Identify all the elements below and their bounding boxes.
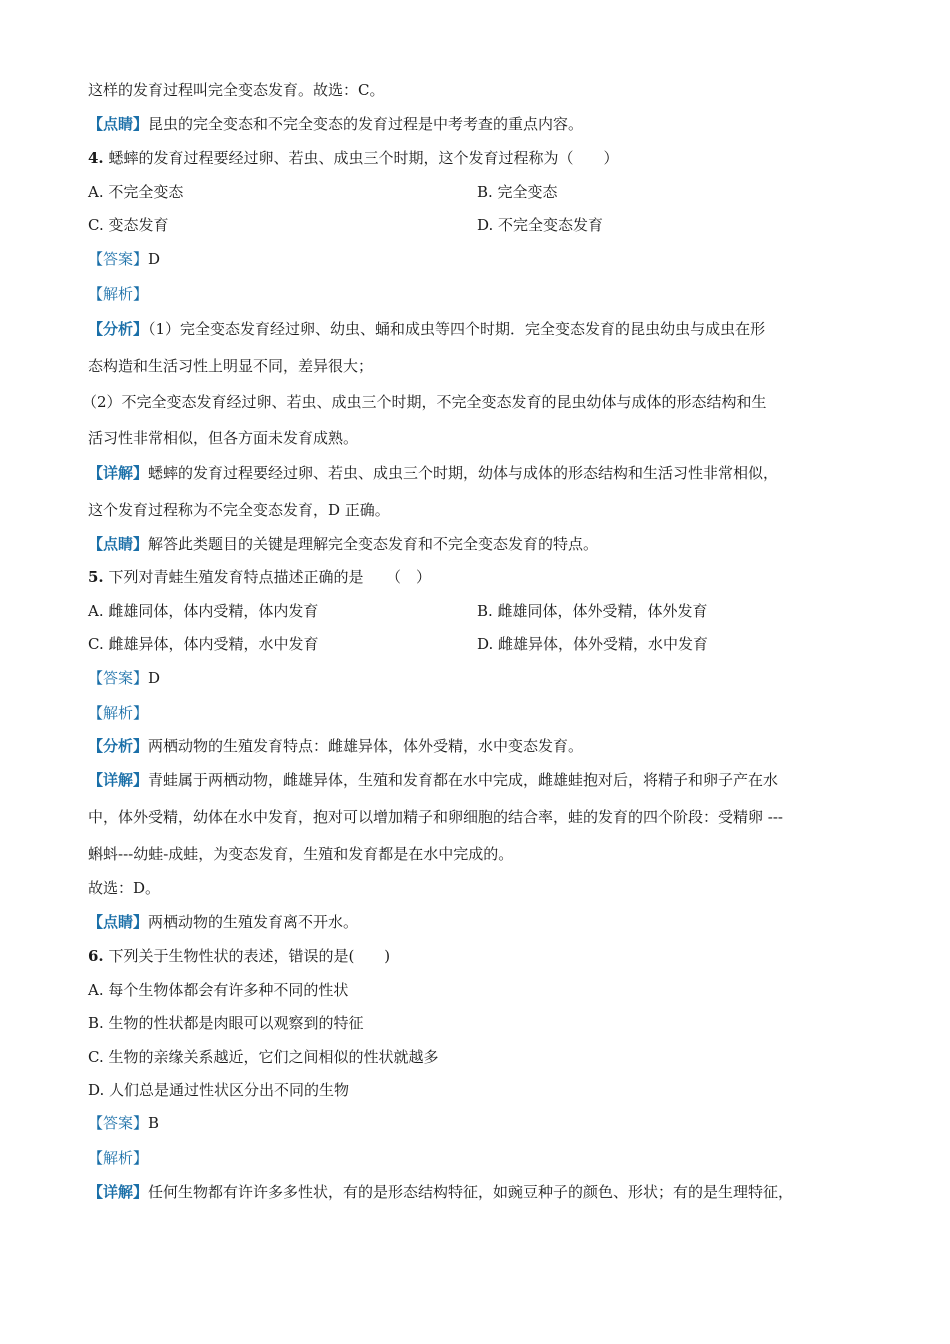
answer-tag: 【答案】 xyxy=(88,669,149,687)
detail-tag: 【详解】 xyxy=(88,1183,149,1201)
question-number: 6. xyxy=(88,947,104,965)
comment-text: 解答此类题目的关键是理解完全变态发育和不完全变态发育的特点。 xyxy=(148,535,599,553)
detail-tag: 【详解】 xyxy=(88,464,149,482)
detail-text: 青蛙属于两栖动物，雌雄异体，生殖和发育都在水中完成，雌雄蛙抱对后，将精子和卵子产在水 xyxy=(148,771,779,789)
comment-line xyxy=(88,114,583,134)
analysis-line: 态构造和生活习性上明显不同，差异很大； xyxy=(88,357,374,375)
question-text: 下列关于生物性状的表述，错误的是( ) xyxy=(108,947,391,965)
analysis-line xyxy=(88,736,583,756)
question-text: 蟋蟀的发育过程要经过卵、若虫、成虫三个时期，这个发育过程称为（ ） xyxy=(108,149,619,167)
analysis-tag: 【解析】 xyxy=(88,704,149,722)
option-b: B. 雌雄同体，体外受精，体外发育 xyxy=(477,602,708,620)
analysis-line: 活习性非常相似，但各方面未发育成熟。 xyxy=(88,429,359,447)
question-6 xyxy=(88,946,390,966)
question-number: 4. xyxy=(88,149,104,167)
answer-tag: 【答案】 xyxy=(88,250,149,268)
answer-value: B xyxy=(148,1114,160,1132)
question-4 xyxy=(88,148,618,168)
answer-line xyxy=(88,1113,159,1133)
analysis-sub-tag: 【分析】 xyxy=(88,320,149,338)
choice-line: 故选：D。 xyxy=(88,879,161,897)
option-d: D. 雌雄异体，体外受精，水中发育 xyxy=(477,635,709,653)
analysis-line: （2）不完全变态发育经过卵、若虫、成虫三个时期，不完全变态发育的昆虫幼体与成体的形态结构和生 xyxy=(82,393,767,411)
comment-tag: 【点睛】 xyxy=(88,115,149,133)
question-number: 5. xyxy=(88,568,104,586)
detail-line xyxy=(88,463,778,483)
option-c: C. 雌雄异体，体内受精，水中发育 xyxy=(88,635,319,653)
answer-value: D xyxy=(148,669,161,687)
text-line: 这样的发育过程叫完全变态发育。故选：C。 xyxy=(88,81,385,99)
option-a: A. 每个生物体都会有许多种不同的性状 xyxy=(88,981,349,999)
option-b: B. 生物的性状都是肉眼可以观察到的特征 xyxy=(88,1014,364,1032)
detail-line xyxy=(88,1182,793,1202)
detail-text: 蟋蟀的发育过程要经过卵、若虫、成虫三个时期，幼体与成体的形态结构和生活习性非常相似， xyxy=(148,464,779,482)
analysis-line xyxy=(88,319,765,339)
option-d: D. 不完全变态发育 xyxy=(477,216,604,234)
detail-line: 这个发育过程称为不完全变态发育，D 正确。 xyxy=(88,501,390,519)
answer-tag: 【答案】 xyxy=(88,1114,149,1132)
analysis-text: 两栖动物的生殖发育特点：雌雄异体，体外受精，水中变态发育。 xyxy=(148,737,584,755)
question-text: 下列对青蛙生殖发育特点描述正确的是 （ ） xyxy=(108,568,431,586)
option-c: C. 生物的亲缘关系越近，它们之间相似的性状就越多 xyxy=(88,1048,439,1066)
comment-tag: 【点睛】 xyxy=(88,913,149,931)
answer-value: D xyxy=(148,250,161,268)
option-c: C. 变态发育 xyxy=(88,216,169,234)
comment-text: 两栖动物的生殖发育离不开水。 xyxy=(148,913,359,931)
option-a: A. 不完全变态 xyxy=(88,183,184,201)
question-5 xyxy=(88,567,431,587)
analysis-tag: 【解析】 xyxy=(88,1149,149,1167)
analysis-tag: 【解析】 xyxy=(88,285,149,303)
option-a: A. 雌雄同体，体内受精，体内发育 xyxy=(88,602,319,620)
detail-line: 中，体外受精，幼体在水中发育，抱对可以增加精子和卵细胞的结合率，蛙的发育的四个阶段：受精卵 --- xyxy=(88,808,783,826)
analysis-sub-tag: 【分析】 xyxy=(88,737,149,755)
detail-line: 蝌蚪---幼蛙-成蛙，为变态发育，生殖和发育都是在水中完成的。 xyxy=(88,845,514,863)
comment-line xyxy=(88,534,598,554)
answer-line xyxy=(88,668,160,688)
option-b: B. 完全变态 xyxy=(477,183,558,201)
answer-line xyxy=(88,249,160,269)
comment-tag: 【点睛】 xyxy=(88,535,149,553)
detail-line xyxy=(88,770,778,790)
analysis-text: （1）完全变态发育经过卵、幼虫、蛹和成虫等四个时期．完全变态发育的昆虫幼虫与成虫在形 xyxy=(148,320,766,338)
detail-tag: 【详解】 xyxy=(88,771,149,789)
comment-line xyxy=(88,912,358,932)
option-d: D. 人们总是通过性状区分出不同的生物 xyxy=(88,1081,350,1099)
comment-text: 昆虫的完全变态和不完全变态的发育过程是中考考查的重点内容。 xyxy=(148,115,584,133)
detail-text: 任何生物都有许许多多性状，有的是形态结构特征，如豌豆种子的颜色、形状；有的是生理特征， xyxy=(148,1183,794,1201)
